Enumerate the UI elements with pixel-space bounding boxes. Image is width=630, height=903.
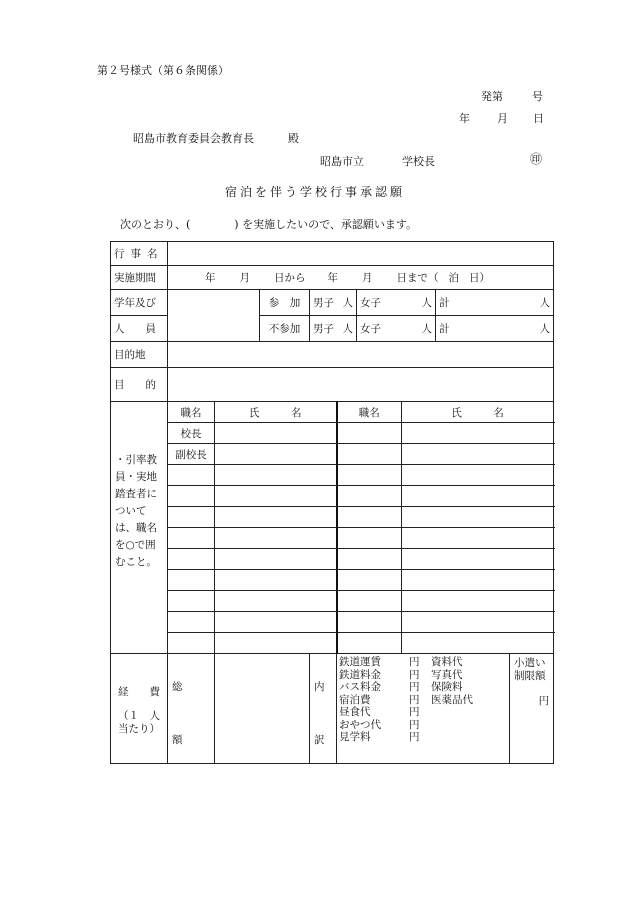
period-month-1: 月	[239, 272, 250, 284]
issue-number-label: 発第	[481, 90, 503, 103]
total-label: 計	[439, 297, 450, 309]
staff-title-header: 職名	[168, 402, 215, 423]
absent-total[interactable]	[436, 316, 554, 342]
staff-name-cell[interactable]	[215, 444, 337, 465]
period-days: 日）	[469, 272, 490, 284]
expense-yen: 円	[409, 668, 420, 681]
date-year: 年	[459, 112, 470, 125]
staff-name-cell[interactable]	[215, 486, 337, 507]
staff-name-cell[interactable]	[215, 465, 337, 486]
period-year-1: 年	[205, 272, 216, 284]
staff-title-principal: 校長	[168, 423, 215, 444]
period-day-to: 日まで（	[396, 272, 439, 284]
absent-label: 不参加	[260, 316, 310, 342]
breakdown-label-1: 内	[314, 680, 325, 693]
expense-item-label: 宿泊費	[339, 693, 371, 706]
expense-item-label: 医薬品代	[431, 693, 473, 706]
staff-title-cell[interactable]	[337, 528, 402, 549]
staff-name-cell[interactable]	[402, 528, 554, 549]
expense-items[interactable]	[337, 654, 510, 764]
staff-name-cell[interactable]	[215, 612, 337, 633]
period-day-from: 日から	[274, 272, 306, 284]
form-number: 第２号様式（第６条関係）	[97, 64, 229, 77]
staff-title-cell[interactable]	[337, 549, 402, 570]
expense-item-label: おやつ代	[339, 718, 381, 731]
staff-name-cell[interactable]	[215, 507, 337, 528]
staff-name-cell[interactable]	[215, 549, 337, 570]
staff-title-cell[interactable]	[337, 465, 402, 486]
absent-male[interactable]	[310, 316, 357, 342]
total-amount-field[interactable]	[215, 654, 310, 764]
staff-title-cell[interactable]	[337, 507, 402, 528]
total-label: 計	[439, 323, 450, 335]
female-label: 女子	[360, 323, 381, 335]
teachers-note: ・引率教員・実地踏査者については、職名を○で囲むこと。	[111, 402, 168, 654]
person-unit: 人	[421, 297, 432, 309]
staff-name-cell[interactable]	[402, 612, 554, 633]
staff-title-cell[interactable]	[168, 465, 215, 486]
pocket-money-yen: 円	[538, 695, 550, 707]
staff-title-cell[interactable]	[168, 528, 215, 549]
staff-name-cell[interactable]	[402, 444, 554, 465]
staff-title-cell[interactable]	[337, 591, 402, 612]
person-unit: 人	[539, 323, 551, 335]
staff-name-cell[interactable]	[215, 423, 337, 444]
expense-yen: 円	[409, 731, 420, 743]
document-title: 宿泊を伴う学校行事承認願	[224, 185, 405, 199]
staff-name-cell[interactable]	[215, 528, 337, 549]
intro-sentence	[120, 216, 417, 232]
staff-name-cell[interactable]	[402, 633, 554, 654]
addressee: 昭島市教育委員会教育長	[133, 132, 254, 145]
grade-field[interactable]	[168, 290, 260, 342]
pocket-money-label: 小遣い制限額	[514, 657, 546, 682]
staff-name-cell[interactable]	[402, 591, 554, 612]
staff-title-cell[interactable]	[168, 633, 215, 654]
period-year-2: 年	[327, 272, 338, 284]
staff-title-cell[interactable]	[168, 549, 215, 570]
intro-before: 次のとおり、(	[120, 218, 191, 231]
staff-title-cell[interactable]	[337, 633, 402, 654]
total-label-2: 額	[172, 733, 183, 746]
pocket-money-cell[interactable]	[510, 654, 554, 764]
staff-title-cell[interactable]	[337, 570, 402, 591]
staff-title-cell[interactable]	[337, 444, 402, 465]
person-unit: 人	[539, 297, 551, 309]
period-nights: 泊	[448, 272, 459, 284]
sender-city: 昭島市立	[320, 155, 364, 168]
staff-name-cell[interactable]	[402, 549, 554, 570]
event-name-field[interactable]	[168, 242, 554, 266]
person-unit: 人	[342, 323, 353, 335]
expense-yen: 円	[409, 656, 420, 668]
period-label: 実施期間	[111, 266, 168, 290]
staff-name-cell[interactable]	[215, 591, 337, 612]
expense-yen: 円	[409, 681, 420, 693]
attend-total[interactable]	[436, 290, 554, 316]
expense-yen: 円	[409, 706, 420, 718]
attend-female[interactable]	[357, 290, 436, 316]
male-label: 男子	[313, 297, 334, 309]
expense-item-label	[431, 731, 510, 744]
grade-label-2: 人 員	[111, 316, 168, 342]
date-month: 月	[497, 112, 508, 125]
per-person-label: （１ 人当たり）	[118, 709, 160, 735]
staff-name-cell[interactable]	[402, 507, 554, 528]
intro-after: ) を実施したいので、承認願います。	[234, 218, 417, 231]
purpose-label: 目 的	[111, 368, 168, 402]
person-unit: 人	[421, 323, 432, 335]
seal-mark: ㊞	[530, 152, 543, 166]
staff-name-cell[interactable]	[402, 465, 554, 486]
attend-male[interactable]	[310, 290, 357, 316]
male-label: 男子	[313, 323, 334, 335]
period-field[interactable]	[168, 266, 554, 290]
purpose-field[interactable]	[168, 368, 554, 402]
absent-female[interactable]	[357, 316, 436, 342]
period-month-2: 月	[362, 272, 373, 284]
sender-school: 学校長	[402, 155, 435, 168]
staff-title-cell[interactable]	[168, 570, 215, 591]
staff-title-cell[interactable]	[337, 612, 402, 633]
person-unit: 人	[342, 297, 353, 309]
expenses-label-cell	[111, 654, 168, 764]
issue-number-suffix: 号	[532, 90, 543, 103]
expense-item-label: 資料代	[431, 656, 463, 668]
staff-name-header: 氏 名	[215, 402, 337, 423]
event-name-label: 行事名	[111, 242, 168, 266]
expense-item-label: 写真代	[431, 668, 463, 681]
expense-item-label: 保険料	[431, 681, 463, 693]
expense-item-label: バス料金	[339, 681, 381, 693]
expenses-label: 経 費	[118, 685, 160, 698]
total-label-1: 総	[172, 680, 183, 693]
staff-title-cell[interactable]	[168, 507, 215, 528]
staff-title-header: 職名	[337, 402, 402, 423]
expense-item-label	[431, 719, 510, 732]
grade-label-1: 学年及び	[111, 290, 168, 316]
expense-yen: 円	[409, 693, 420, 706]
staff-title-cell[interactable]	[168, 486, 215, 507]
addressee-honorific: 殿	[288, 132, 299, 145]
expense-item-label: 鉄道料金	[339, 668, 381, 681]
breakdown-label-2: 訳	[314, 733, 325, 746]
expense-item-label: 鉄道運賃	[339, 656, 381, 668]
staff-title-cell[interactable]	[337, 423, 402, 444]
staff-title-vice-principal: 副校長	[168, 444, 215, 465]
expense-item-label: 見学料	[339, 731, 371, 743]
staff-title-cell[interactable]	[168, 612, 215, 633]
staff-title-cell[interactable]	[337, 486, 402, 507]
staff-name-cell[interactable]	[215, 633, 337, 654]
staff-name-cell[interactable]	[402, 570, 554, 591]
expense-item-label: 昼食代	[339, 706, 371, 718]
date-day: 日	[533, 112, 544, 125]
expense-item-label	[431, 706, 510, 719]
female-label: 女子	[360, 297, 381, 309]
staff-name-header: 氏 名	[402, 402, 554, 423]
expense-yen: 円	[409, 718, 420, 731]
application-table	[110, 241, 554, 764]
breakdown-cell	[310, 654, 337, 764]
destination-label: 目的地	[111, 342, 168, 368]
staff-title-cell[interactable]	[168, 591, 215, 612]
total-amount-cell	[168, 654, 215, 764]
staff-name-cell[interactable]	[215, 570, 337, 591]
attend-label: 参 加	[260, 290, 310, 316]
staff-name-cell[interactable]	[402, 423, 554, 444]
staff-name-cell[interactable]	[402, 486, 554, 507]
destination-field[interactable]	[168, 342, 554, 368]
